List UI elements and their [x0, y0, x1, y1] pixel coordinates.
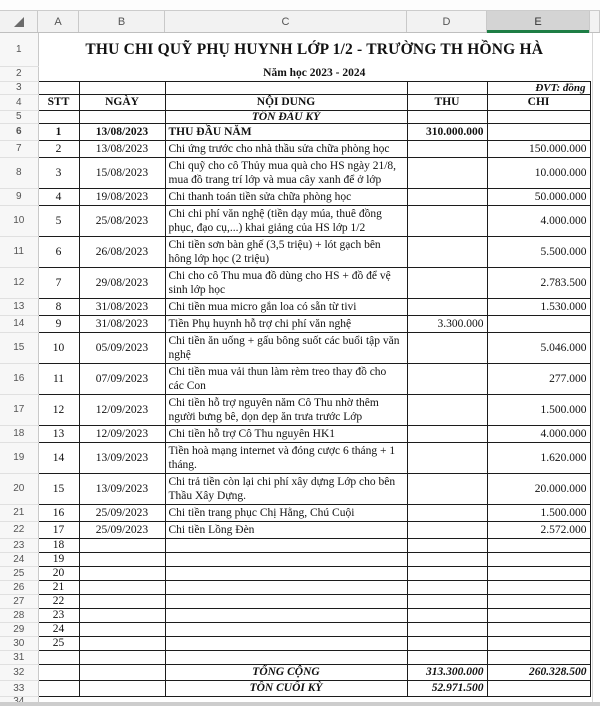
- cell-empty[interactable]: [38, 81, 79, 94]
- cell-description[interactable]: [165, 594, 407, 608]
- photo-bottom-edge: [0, 702, 600, 706]
- column-header-e-selected[interactable]: [487, 11, 590, 32]
- table-row: [0, 622, 590, 636]
- cell-stt[interactable]: 10: [38, 332, 79, 363]
- cell-stt[interactable]: 22: [38, 594, 79, 608]
- cell-chi[interactable]: 1.500.000: [487, 394, 590, 425]
- cell-date[interactable]: [79, 580, 165, 594]
- cell-chi[interactable]: 150.000.000: [487, 140, 590, 157]
- cell-date[interactable]: 19/08/2023: [79, 188, 165, 205]
- school-year[interactable]: Năm học 2023 - 2024: [38, 66, 590, 81]
- cell-thu[interactable]: [407, 442, 487, 473]
- cell-chi[interactable]: 10.000.000: [487, 157, 590, 188]
- cell-description[interactable]: [165, 552, 407, 566]
- cell-chi[interactable]: 1.500.000: [487, 504, 590, 521]
- table-row: [0, 157, 590, 188]
- cell-thu[interactable]: [407, 363, 487, 394]
- cell-chi[interactable]: [487, 315, 590, 332]
- cell-date[interactable]: [79, 566, 165, 580]
- cell-thu[interactable]: [407, 425, 487, 442]
- column-header-d[interactable]: D: [407, 11, 487, 32]
- cell-stt[interactable]: 9: [38, 315, 79, 332]
- head-rows: [0, 33, 590, 123]
- row-header[interactable]: 7: [0, 140, 38, 157]
- data-rows: [0, 123, 590, 664]
- cell-description[interactable]: Chi tiền hỗ trợ nguyên năm Cô Thu nhờ thêm người bưng bê, dọn dẹp ăn trưa trước Lớp: [165, 394, 407, 425]
- cell-description[interactable]: [165, 622, 407, 636]
- cell-description[interactable]: [165, 636, 407, 650]
- row-header[interactable]: 12: [0, 267, 38, 298]
- cell-date[interactable]: [79, 538, 165, 552]
- cell-chi[interactable]: 2.783.500: [487, 267, 590, 298]
- cell-date[interactable]: 26/08/2023: [79, 236, 165, 267]
- cell-thu[interactable]: [407, 236, 487, 267]
- cell-date[interactable]: 29/08/2023: [79, 267, 165, 298]
- cell-chi[interactable]: 20.000.000: [487, 473, 590, 504]
- cell-chi[interactable]: 50.000.000: [487, 188, 590, 205]
- cell-description[interactable]: Tiền Phụ huynh hỗ trợ chi phí văn nghệ: [165, 315, 407, 332]
- row-header[interactable]: 23: [0, 538, 38, 552]
- cell-description[interactable]: THU ĐẦU NĂM: [165, 123, 407, 140]
- cell-description[interactable]: Chi cho cô Thu mua đồ dùng cho HS + đồ để vệ sinh lớp học: [165, 267, 407, 298]
- table-row: [0, 267, 590, 298]
- table-row: [0, 580, 590, 594]
- column-header-b[interactable]: B: [79, 11, 165, 32]
- cell-empty[interactable]: [38, 664, 79, 680]
- column-header-filler: [590, 11, 600, 32]
- cell-stt[interactable]: 4: [38, 188, 79, 205]
- header-stt[interactable]: STT: [38, 94, 79, 110]
- cell-thu[interactable]: [407, 140, 487, 157]
- cell-chi[interactable]: [487, 538, 590, 552]
- cell-stt[interactable]: 14: [38, 442, 79, 473]
- table-row: [0, 315, 590, 332]
- cell-thu[interactable]: 3.300.000: [407, 315, 487, 332]
- column-header-c[interactable]: C: [165, 11, 407, 32]
- row-header[interactable]: 4: [0, 94, 38, 110]
- cell-thu[interactable]: [407, 521, 487, 538]
- cell-date[interactable]: 13/09/2023: [79, 473, 165, 504]
- cell-thu[interactable]: [407, 267, 487, 298]
- cell-chi[interactable]: 277.000: [487, 363, 590, 394]
- table-row: [0, 298, 590, 315]
- cell-stt[interactable]: 3: [38, 157, 79, 188]
- row-header[interactable]: 19: [0, 442, 38, 473]
- sheet-title[interactable]: THU CHI QUỸ PHỤ HUYNH LỚP 1/2 - TRƯỜNG TH HỒNG HÀ: [38, 33, 590, 66]
- table-row: [0, 650, 590, 664]
- cell-stt[interactable]: 12: [38, 394, 79, 425]
- table-row: [0, 394, 590, 425]
- cell-thu[interactable]: [407, 594, 487, 608]
- cell-description[interactable]: Chi trả tiền còn lại chi phí xây dựng Lớp cho bên Thầu Xây Dựng.: [165, 473, 407, 504]
- cell-chi[interactable]: [487, 650, 590, 664]
- column-gridline: [592, 33, 593, 706]
- table-row: [0, 552, 590, 566]
- cell-stt[interactable]: 13: [38, 425, 79, 442]
- cell-empty[interactable]: [407, 110, 487, 123]
- cell-chi[interactable]: [487, 636, 590, 650]
- cell-chi[interactable]: 2.572.000: [487, 521, 590, 538]
- header-ngay[interactable]: NGÀY: [79, 94, 165, 110]
- cell-chi[interactable]: [487, 608, 590, 622]
- column-letter: E: [534, 15, 542, 28]
- footer-rows: [0, 664, 590, 706]
- row-header[interactable]: 9: [0, 188, 38, 205]
- cell-chi[interactable]: [487, 594, 590, 608]
- cell-stt[interactable]: 6: [38, 236, 79, 267]
- row-header[interactable]: 2: [0, 66, 38, 81]
- cell-empty[interactable]: [165, 81, 407, 94]
- column-header-bar: [0, 10, 600, 33]
- cell-stt[interactable]: [38, 650, 79, 664]
- cell-chi[interactable]: [487, 566, 590, 580]
- cell-thu[interactable]: [407, 473, 487, 504]
- row-header[interactable]: 15: [0, 332, 38, 363]
- cell-stt[interactable]: 21: [38, 580, 79, 594]
- cell-date[interactable]: [79, 636, 165, 650]
- row-header[interactable]: 17: [0, 394, 38, 425]
- closing-chi[interactable]: [487, 680, 590, 696]
- cell-stt[interactable]: 2: [38, 140, 79, 157]
- cell-description[interactable]: Chi tiền sơn bàn ghế (3,5 triệu) + lót gạch bên hông lớp học (2 triệu): [165, 236, 407, 267]
- cell-empty[interactable]: [38, 110, 79, 123]
- total-chi[interactable]: 260.328.500: [487, 664, 590, 680]
- row-header[interactable]: 3: [0, 81, 38, 94]
- row-header[interactable]: 20: [0, 473, 38, 504]
- cell-chi[interactable]: [487, 580, 590, 594]
- table-row: [0, 442, 590, 473]
- cell-date[interactable]: 13/08/2023: [79, 123, 165, 140]
- row-header[interactable]: 8: [0, 157, 38, 188]
- cell-description[interactable]: Chi chi phí văn nghệ (tiền dạy múa, thuê đồng phục, đạo cụ,...) khai giảng của HS lớp 1/2: [165, 205, 407, 236]
- row-header[interactable]: 5: [0, 110, 38, 123]
- closing-label[interactable]: TỒN CUỐI KỲ: [165, 680, 407, 696]
- section-row: [0, 110, 590, 123]
- opening-balance-label[interactable]: TỒN ĐẦU KỲ: [165, 110, 407, 123]
- cell-chi[interactable]: 5.046.000: [487, 332, 590, 363]
- cell-thu[interactable]: [407, 636, 487, 650]
- cell-stt[interactable]: 7: [38, 267, 79, 298]
- cell-description[interactable]: Chi ứng trước cho nhà thầu sửa chữa phòng học: [165, 140, 407, 157]
- cell-thu[interactable]: [407, 157, 487, 188]
- cell-description[interactable]: Chi tiền mua vải thun làm rèm treo thay đồ cho các Con: [165, 363, 407, 394]
- cell-date[interactable]: 31/08/2023: [79, 315, 165, 332]
- cell-date[interactable]: 13/08/2023: [79, 140, 165, 157]
- cell-empty[interactable]: [38, 680, 79, 696]
- column-title-row: [0, 94, 590, 110]
- row-header[interactable]: 6: [0, 123, 38, 140]
- cell-date[interactable]: [79, 608, 165, 622]
- select-all-triangle-icon: [14, 17, 24, 27]
- row-header[interactable]: 13: [0, 298, 38, 315]
- row-header[interactable]: 25: [0, 566, 38, 580]
- cell-description[interactable]: [165, 608, 407, 622]
- cell-stt[interactable]: 1: [38, 123, 79, 140]
- table-row: [0, 188, 590, 205]
- cell-thu[interactable]: [407, 580, 487, 594]
- cell-date[interactable]: 12/09/2023: [79, 425, 165, 442]
- cell-date[interactable]: 25/09/2023: [79, 521, 165, 538]
- table-row: [0, 504, 590, 521]
- table-row: [0, 473, 590, 504]
- table-row: [0, 332, 590, 363]
- row-header[interactable]: 10: [0, 205, 38, 236]
- table-row: [0, 123, 590, 140]
- header-thu[interactable]: THU: [407, 94, 487, 110]
- cell-stt[interactable]: 17: [38, 521, 79, 538]
- total-thu[interactable]: 313.300.000: [407, 664, 487, 680]
- cell-description[interactable]: Chi tiền ăn uống + gấu bông suốt các buổi tập văn nghệ: [165, 332, 407, 363]
- cell-description[interactable]: [165, 538, 407, 552]
- title-row: [0, 33, 590, 66]
- totals-row: [0, 664, 590, 680]
- cell-stt[interactable]: 8: [38, 298, 79, 315]
- row-header[interactable]: 30: [0, 636, 38, 650]
- table-row: [0, 566, 590, 580]
- cell-date[interactable]: 12/09/2023: [79, 394, 165, 425]
- cell-thu[interactable]: [407, 566, 487, 580]
- worksheet-table: [0, 33, 591, 706]
- cell-chi[interactable]: [487, 552, 590, 566]
- closing-thu[interactable]: 52.971.500: [407, 680, 487, 696]
- total-label[interactable]: TỔNG CỘNG: [165, 664, 407, 680]
- cell-date[interactable]: [79, 650, 165, 664]
- row-header[interactable]: 1: [0, 33, 38, 66]
- table-row: [0, 521, 590, 538]
- cell-date[interactable]: 15/08/2023: [79, 157, 165, 188]
- cell-date[interactable]: [79, 594, 165, 608]
- row-header[interactable]: 26: [0, 580, 38, 594]
- cell-chi[interactable]: [487, 622, 590, 636]
- table-row: [0, 594, 590, 608]
- cell-description[interactable]: [165, 580, 407, 594]
- header-chi[interactable]: CHI: [487, 94, 590, 110]
- cell-thu[interactable]: [407, 332, 487, 363]
- cell-stt[interactable]: 25: [38, 636, 79, 650]
- cell-stt[interactable]: 16: [38, 504, 79, 521]
- cell-thu[interactable]: [407, 608, 487, 622]
- cell-chi[interactable]: 4.000.000: [487, 425, 590, 442]
- cell-empty[interactable]: [79, 110, 165, 123]
- table-row: [0, 205, 590, 236]
- cell-description[interactable]: [165, 566, 407, 580]
- cell-chi[interactable]: 5.500.000: [487, 236, 590, 267]
- table-row: [0, 608, 590, 622]
- row-header[interactable]: 27: [0, 594, 38, 608]
- row-header[interactable]: 11: [0, 236, 38, 267]
- cell-chi[interactable]: [487, 123, 590, 140]
- row-header[interactable]: 18: [0, 425, 38, 442]
- cell-description[interactable]: [165, 650, 407, 664]
- cell-thu[interactable]: [407, 504, 487, 521]
- cell-chi[interactable]: 1.530.000: [487, 298, 590, 315]
- select-all-button[interactable]: [0, 11, 38, 32]
- cell-thu[interactable]: [407, 622, 487, 636]
- row-header[interactable]: 16: [0, 363, 38, 394]
- cell-date[interactable]: [79, 552, 165, 566]
- column-header-a[interactable]: A: [38, 11, 79, 32]
- cell-date[interactable]: 25/08/2023: [79, 205, 165, 236]
- row-header[interactable]: 24: [0, 552, 38, 566]
- cell-empty[interactable]: [407, 81, 487, 94]
- cell-description[interactable]: Chi tiền hỗ trợ Cô Thu nguyên HK1: [165, 425, 407, 442]
- cell-description[interactable]: Chi thanh toán tiền sửa chữa phòng học: [165, 188, 407, 205]
- cell-thu[interactable]: [407, 188, 487, 205]
- cell-stt[interactable]: 19: [38, 552, 79, 566]
- worksheet-area: [0, 33, 600, 706]
- row-header[interactable]: 28: [0, 608, 38, 622]
- cell-stt[interactable]: 20: [38, 566, 79, 580]
- cell-empty[interactable]: [487, 110, 590, 123]
- cell-description[interactable]: Chi tiền trang phục Chị Hằng, Chú Cuội: [165, 504, 407, 521]
- table-row: [0, 363, 590, 394]
- header-noidung[interactable]: NỘI DUNG: [165, 94, 407, 110]
- cell-stt[interactable]: 5: [38, 205, 79, 236]
- cell-description[interactable]: Chi tiền Lồng Đèn: [165, 521, 407, 538]
- cell-stt[interactable]: 18: [38, 538, 79, 552]
- row-header[interactable]: 14: [0, 315, 38, 332]
- row-header[interactable]: 32: [0, 664, 38, 680]
- row-header[interactable]: 31: [0, 650, 38, 664]
- cell-chi[interactable]: 4.000.000: [487, 205, 590, 236]
- unit-note[interactable]: ĐVT: đồng: [487, 81, 590, 94]
- cell-description[interactable]: Chi quỹ cho cô Thủy mua quà cho HS ngày 21/8, mua đồ trang trí lớp và mua cây xanh để ở lớp: [165, 157, 407, 188]
- top-strip: [0, 0, 600, 10]
- cell-stt[interactable]: 15: [38, 473, 79, 504]
- table-row: [0, 140, 590, 157]
- unit-row: [0, 81, 590, 94]
- cell-date[interactable]: 31/08/2023: [79, 298, 165, 315]
- cell-date[interactable]: [79, 622, 165, 636]
- cell-empty[interactable]: [79, 664, 165, 680]
- row-header[interactable]: 33: [0, 680, 38, 696]
- row-header[interactable]: 21: [0, 504, 38, 521]
- cell-chi[interactable]: 1.620.000: [487, 442, 590, 473]
- cell-thu[interactable]: [407, 298, 487, 315]
- cell-thu[interactable]: [407, 552, 487, 566]
- cell-description[interactable]: Tiền hoà mạng internet và đóng cược 6 tháng + 1 tháng.: [165, 442, 407, 473]
- row-header[interactable]: 22: [0, 521, 38, 538]
- cell-date[interactable]: 25/09/2023: [79, 504, 165, 521]
- closing-balance-row: [0, 680, 590, 696]
- subtitle-row: [0, 66, 590, 81]
- cell-thu[interactable]: [407, 394, 487, 425]
- cell-stt[interactable]: 23: [38, 608, 79, 622]
- table-row: [0, 236, 590, 267]
- cell-description[interactable]: Chi tiền mua micro gắn loa có sẵn từ tivi: [165, 298, 407, 315]
- cell-stt[interactable]: 11: [38, 363, 79, 394]
- cell-date[interactable]: 13/09/2023: [79, 442, 165, 473]
- cell-empty[interactable]: [79, 81, 165, 94]
- cell-stt[interactable]: 24: [38, 622, 79, 636]
- cell-thu[interactable]: [407, 205, 487, 236]
- table-row: [0, 636, 590, 650]
- table-row: [0, 425, 590, 442]
- cell-date[interactable]: 07/09/2023: [79, 363, 165, 394]
- cell-thu[interactable]: [407, 650, 487, 664]
- table-row: [0, 538, 590, 552]
- cell-thu[interactable]: 310.000.000: [407, 123, 487, 140]
- cell-thu[interactable]: [407, 538, 487, 552]
- cell-empty[interactable]: [79, 680, 165, 696]
- cell-date[interactable]: 05/09/2023: [79, 332, 165, 363]
- row-header[interactable]: 29: [0, 622, 38, 636]
